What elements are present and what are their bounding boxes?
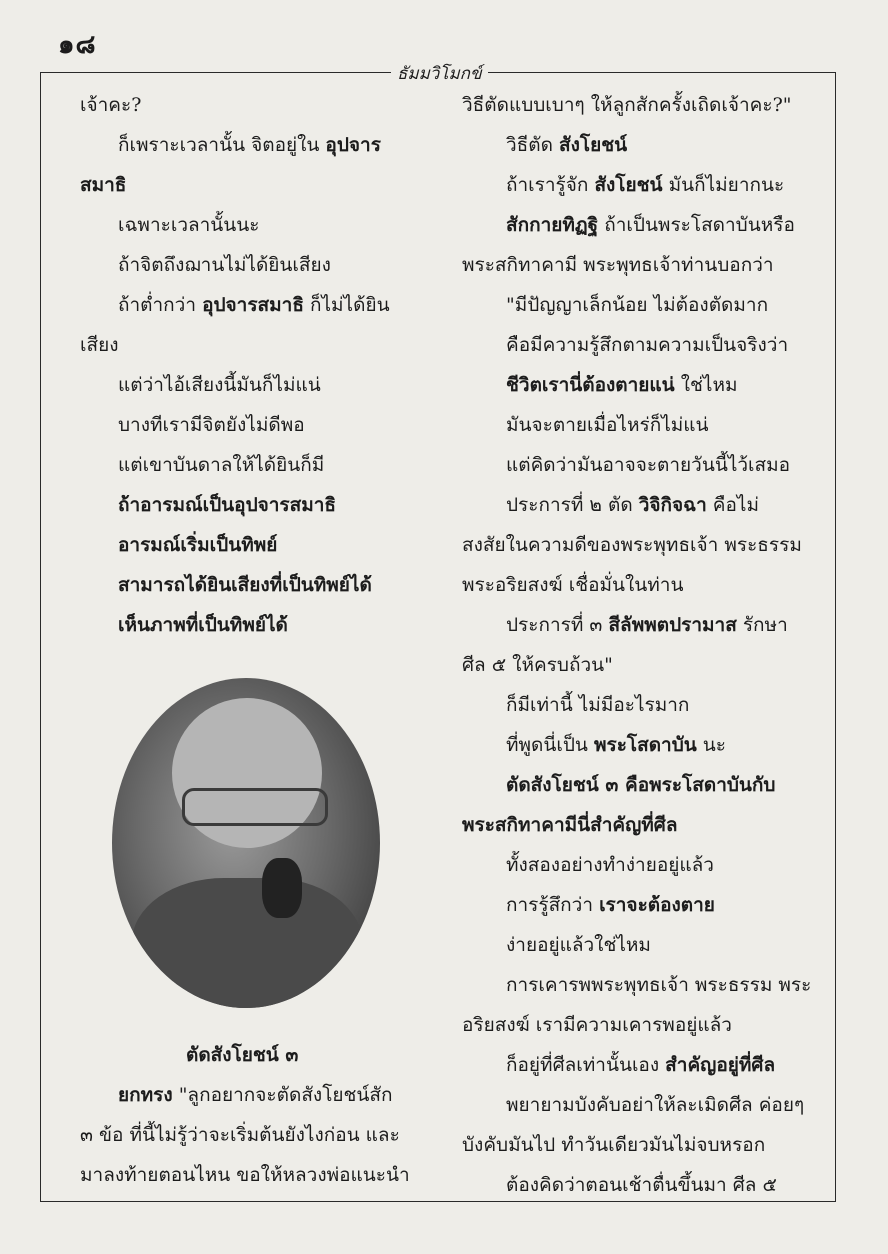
text-line: สักกายทิฏฐิ ถ้าเป็นพระโสดาบันหรือ [506, 214, 795, 236]
text-line: พระสกิทาคามีนี่สำคัญที่ศีล [462, 814, 678, 836]
text-line: ก็อยู่ที่ศีลเท่านั้นเอง สำคัญอยู่ที่ศีล [506, 1054, 776, 1076]
text-line: ก็มีเท่านี้ ไม่มีอะไรมาก [506, 694, 690, 716]
text-line: ศีล ๕ ให้ครบถ้วน" [462, 654, 613, 676]
text-line: วิธีตัดแบบเบาๆ ให้ลูกสักครั้งเถิดเจ้าคะ?" [462, 94, 792, 116]
text-line: อารมณ์เริ่มเป็นทิพย์ [118, 534, 278, 556]
text-line: สมาธิ [80, 174, 127, 196]
text-line: พระสกิทาคามี พระพุทธเจ้าท่านบอกว่า [462, 254, 774, 276]
text-line: คือมีความรู้สึกตามความเป็นจริงว่า [506, 334, 789, 356]
text-line: ก็เพราะเวลานั้น จิตอยู่ใน อุปจาร [118, 134, 381, 156]
text-line: เสียง [80, 334, 119, 356]
running-header: ธัมมวิโมกข์ [391, 60, 488, 87]
text-line: มันจะตายเมื่อไหร่ก็ไม่แน่ [506, 414, 709, 436]
text-line: มาลงท้ายตอนไหน ขอให้หลวงพ่อแนะนำ [80, 1164, 410, 1186]
text-line: บังคับมันไป ทำวันเดียวมันไม่จบหรอก [462, 1134, 766, 1156]
text-line: บางทีเรามีจิตยังไม่ดีพอ [118, 414, 305, 436]
text-line: ถ้าต่ำกว่า อุปจารสมาธิ ก็ไม่ได้ยิน [118, 294, 390, 316]
text-line: "มีปัญญาเล็กน้อย ไม่ต้องตัดมาก [506, 294, 769, 316]
text-line: ๓ ข้อ ที่นี้ไม่รู้ว่าจะเริ่มต้นยังไงก่อน และ [80, 1124, 400, 1146]
text-line: พระอริยสงฆ์ เชื่อมั่นในท่าน [462, 574, 684, 596]
text-line: เฉพาะเวลานั้นนะ [118, 214, 260, 236]
text-line: ประการที่ ๒ ตัด วิจิกิจฉา คือไม่ [506, 494, 760, 516]
text-line: สงสัยในความดีของพระพุทธเจ้า พระธรรม [462, 534, 802, 556]
text-line: การเคารพพระพุทธเจ้า พระธรรม พระ [506, 974, 812, 996]
text-line: อริยสงฆ์ เรามีความเคารพอยู่แล้ว [462, 1014, 732, 1036]
text-line: แต่คิดว่ามันอาจจะตายวันนี้ไว้เสมอ [506, 454, 791, 476]
monk-portrait-photo [112, 678, 380, 1008]
text-line: ตัดสังโยชน์ ๓ คือพระโสดาบันกับ [506, 774, 776, 796]
text-line: ประการที่ ๓ สีลัพพตปรามาส รักษา [506, 614, 788, 636]
text-line: วิธีตัด สังโยชน์ [506, 134, 628, 156]
text-line: ยกทรง "ลูกอยากจะตัดสังโยชน์สัก [118, 1084, 393, 1106]
text-line: สามารถได้ยินเสียงที่เป็นทิพย์ได้ [118, 574, 372, 596]
text-line: ง่ายอยู่แล้วใช่ไหม [506, 934, 651, 956]
text-line: แต่ว่าไอ้เสียงนี้มันก็ไม่แน่ [118, 374, 321, 396]
page-number: ๑๘ [58, 30, 97, 60]
text-line: ถ้าจิตถึงฌานไม่ได้ยินเสียง [118, 254, 331, 276]
text-line: พยายามบังคับอย่าให้ละเมิดศีล ค่อยๆ [506, 1094, 805, 1116]
text-line: ถ้าอารมณ์เป็นอุปจารสมาธิ [118, 494, 337, 516]
text-line: ชีวิตเรานี่ต้องตายแน่ ใช่ไหม [506, 374, 738, 396]
text-line: เห็นภาพที่เป็นทิพย์ได้ [118, 614, 288, 636]
photo-caption: ตัดสังโยชน์ ๓ [186, 1044, 299, 1066]
text-line: เจ้าคะ? [80, 94, 142, 116]
text-line: การรู้สึกว่า เราจะต้องตาย [506, 894, 715, 916]
text-line: ทั้งสองอย่างทำง่ายอยู่แล้ว [506, 854, 714, 876]
text-line: ที่พูดนี่เป็น พระโสดาบัน นะ [506, 734, 726, 756]
text-line: ถ้าเรารู้จัก สังโยชน์ มันก็ไม่ยากนะ [506, 174, 785, 196]
text-line: แต่เขาบันดาลให้ได้ยินก็มี [118, 454, 325, 476]
text-line: ต้องคิดว่าตอนเช้าตื่นขึ้นมา ศีล ๕ [506, 1174, 777, 1196]
